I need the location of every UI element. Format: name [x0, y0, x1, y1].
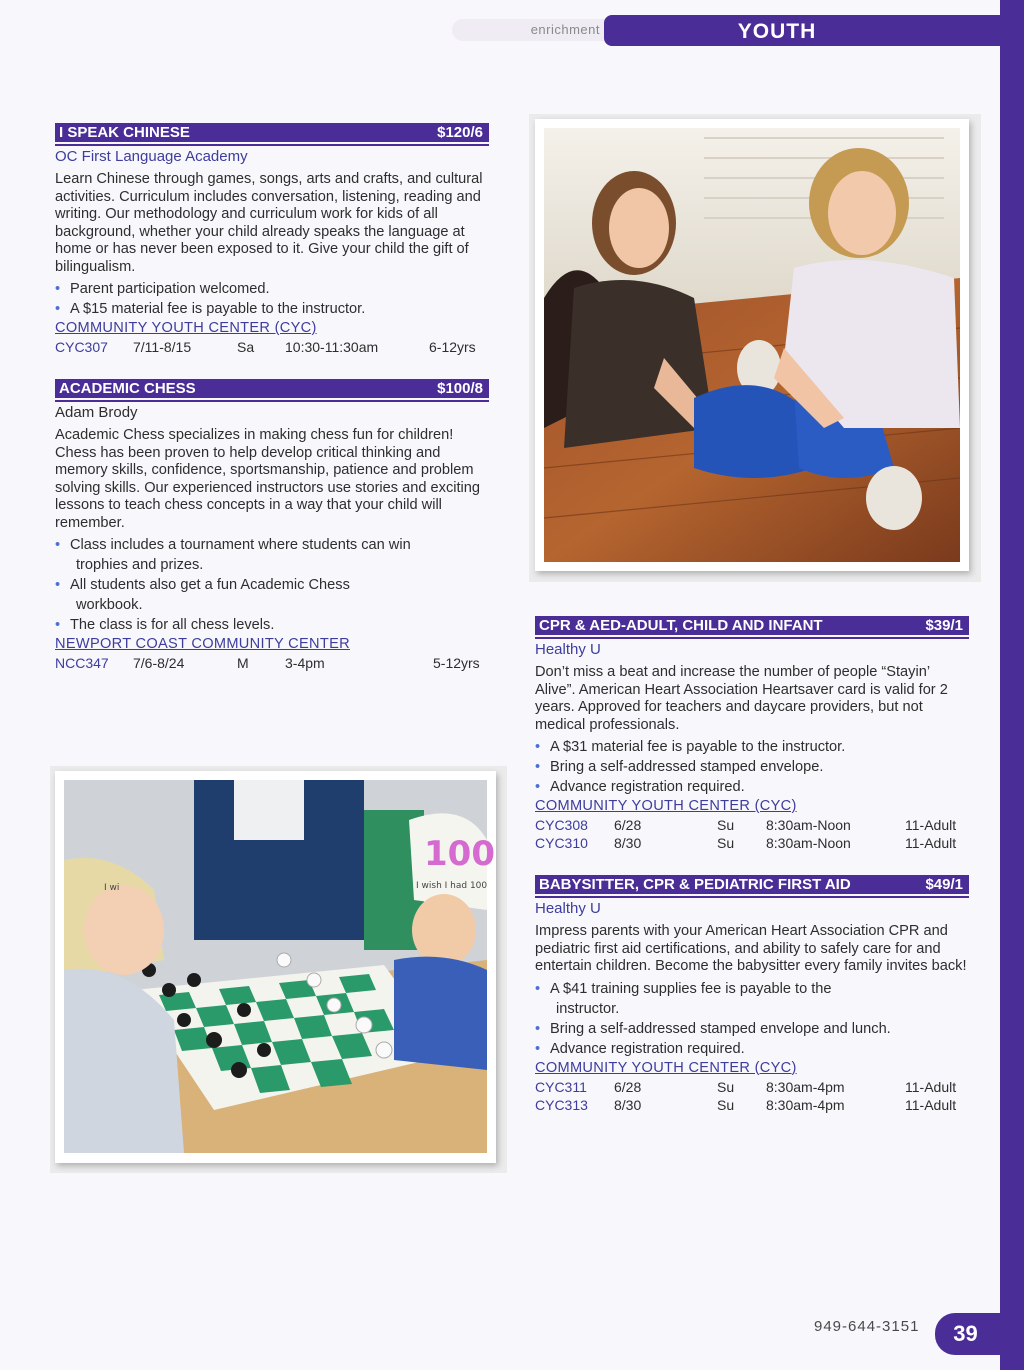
course-title-bar — [55, 379, 489, 400]
session-row — [535, 1078, 969, 1096]
session-code[interactable]: CYC308 — [535, 817, 588, 833]
session-day: Su — [717, 1078, 735, 1095]
course-note: • Advance registration required. — [535, 1039, 969, 1059]
session-row — [535, 816, 969, 834]
course-description: Don’t miss a beat and increase the number of people “Stayin’ Alive”. American Heart Association Heartsaver card is valid for 2 years. Approved for teachers and daycare providers, but not medical professionals. — [535, 664, 948, 733]
session-dates: 6/28 — [614, 817, 642, 833]
session-time: 8:30am-4pm — [766, 1078, 845, 1095]
session-table — [535, 1078, 969, 1114]
session-code[interactable]: NCC347 — [55, 655, 109, 671]
session-time: 8:30am-Noon — [766, 817, 851, 833]
course-price: $39/1 — [925, 617, 963, 634]
course-location-link[interactable]: COMMUNITY YOUTH CENTER (CYC) — [535, 798, 797, 814]
cpr-training-photo — [535, 119, 969, 571]
course-description: Learn Chinese through games, songs, arts and crafts, and cultural activities. Curriculum includes conversation, listening, reading and writing. Our methodology and curriculum work for kids of all background, whether your child already speaks the language at home or has never been exposed to it. Give your child the gift of bilingualism. — [55, 171, 483, 275]
course-title-bar — [535, 875, 969, 896]
course-location-link[interactable]: COMMUNITY YOUTH CENTER (CYC) — [535, 1059, 797, 1076]
session-code[interactable]: CYC311 — [535, 1078, 587, 1095]
session-time: 8:30am-Noon — [766, 835, 851, 851]
course-note: • Advance registration required. — [535, 777, 969, 797]
course-price: $120/6 — [437, 124, 483, 141]
session-day: M — [237, 655, 249, 671]
course-title: CPR & AED-ADULT, CHILD AND INFANT — [539, 617, 823, 634]
session-ages: 6-12yrs — [429, 339, 476, 355]
session-day: Su — [717, 1096, 735, 1113]
course-price: $100/8 — [437, 380, 483, 397]
session-row — [535, 834, 969, 852]
course-provider: Adam Brody — [55, 404, 138, 421]
course-cpr-aed — [535, 616, 969, 852]
course-provider: Healthy U — [535, 900, 601, 917]
course-provider: OC First Language Academy — [55, 148, 248, 165]
course-note: • A $15 material fee is payable to the instructor. — [55, 299, 489, 319]
cpr-photo-image — [544, 128, 960, 562]
session-table — [55, 338, 489, 356]
session-time: 3-4pm — [285, 655, 325, 671]
page-edge-stripe — [1000, 0, 1024, 1370]
session-dates: 7/6-8/24 — [133, 655, 185, 671]
session-code[interactable]: CYC307 — [55, 339, 108, 355]
session-row — [55, 654, 489, 672]
course-academic-chess — [55, 379, 489, 672]
course-title: ACADEMIC CHESS — [59, 380, 196, 397]
page-number: 39 — [935, 1313, 1000, 1355]
course-price: $49/1 — [925, 876, 963, 893]
boy-hat-caption: I wi — [104, 883, 120, 893]
session-row — [55, 338, 489, 356]
session-dates: 7/11-8/15 — [133, 339, 192, 355]
course-title-bar — [535, 616, 969, 637]
course-note: • Class includes a tournament where students can win trophies and prizes. — [55, 535, 489, 575]
course-notes — [55, 535, 489, 635]
session-dates: 8/30 — [614, 835, 642, 851]
course-title-bar — [55, 123, 489, 144]
category-banner: YOUTH — [604, 15, 1000, 46]
session-dates: 8/30 — [614, 1096, 642, 1113]
session-table — [55, 654, 489, 672]
course-description: Impress parents with your American Heart Association CPR and pediatric first aid certifications, and ability to safely care for and entertain children. Become the babysitter every family invites back! — [535, 923, 967, 974]
course-location-link[interactable]: NEWPORT COAST COMMUNITY CENTER — [55, 636, 350, 652]
chess-photo-image — [64, 780, 495, 1153]
course-provider: Healthy U — [535, 641, 601, 658]
course-notes — [535, 737, 969, 797]
session-ages: 5-12yrs — [433, 655, 480, 671]
session-day: Sa — [237, 339, 255, 355]
session-row — [535, 1096, 969, 1114]
footer-phone: 949-644-3151 — [814, 1318, 920, 1335]
course-note: • A $41 training supplies fee is payable to the instructor. — [535, 979, 969, 1019]
session-code[interactable]: CYC310 — [535, 835, 588, 851]
session-code[interactable]: CYC313 — [535, 1096, 588, 1113]
course-note: • The class is for all chess levels. — [55, 615, 489, 635]
course-note: • Bring a self-addressed stamped envelope and lunch. — [535, 1019, 969, 1039]
hat-number: 100 — [424, 834, 495, 874]
session-dates: 6/28 — [614, 1078, 642, 1095]
course-notes — [535, 979, 969, 1059]
session-ages: 11-Adult — [905, 817, 957, 833]
course-note: • A $31 material fee is payable to the instructor. — [535, 737, 969, 757]
session-day: Su — [717, 835, 735, 851]
course-description: Academic Chess specializes in making chess fun for children! Chess has been proven to help develop critical thinking and memory skills, confidence, sportsmanship, patience and problem solving skills. Our experienced instructors use stories and exciting lessons to teach chess concepts in a way that your child will remember. — [55, 427, 481, 531]
course-notes — [55, 279, 489, 319]
session-time: 8:30am-4pm — [766, 1096, 845, 1113]
session-time: 10:30-11:30am — [285, 339, 379, 355]
course-note: • Bring a self-addressed stamped envelope. — [535, 757, 969, 777]
session-ages: 11-Adult — [905, 1096, 957, 1113]
session-table — [535, 816, 969, 852]
chess-class-photo — [55, 771, 496, 1163]
course-title: BABYSITTER, CPR & PEDIATRIC FIRST AID — [539, 876, 851, 893]
session-day: Su — [717, 817, 735, 833]
hat-caption: I wish I had 100 — [416, 881, 488, 891]
section-label: enrichment — [452, 19, 612, 41]
session-ages: 11-Adult — [905, 1078, 957, 1095]
course-title: I SPEAK CHINESE — [59, 124, 190, 141]
course-note: • All students also get a fun Academic Chess workbook. — [55, 575, 489, 615]
course-note: • Parent participation welcomed. — [55, 279, 489, 299]
course-location-link[interactable]: COMMUNITY YOUTH CENTER (CYC) — [55, 320, 317, 336]
course-i-speak-chinese — [55, 123, 489, 356]
session-ages: 11-Adult — [905, 835, 957, 851]
course-babysitter — [535, 875, 969, 1114]
